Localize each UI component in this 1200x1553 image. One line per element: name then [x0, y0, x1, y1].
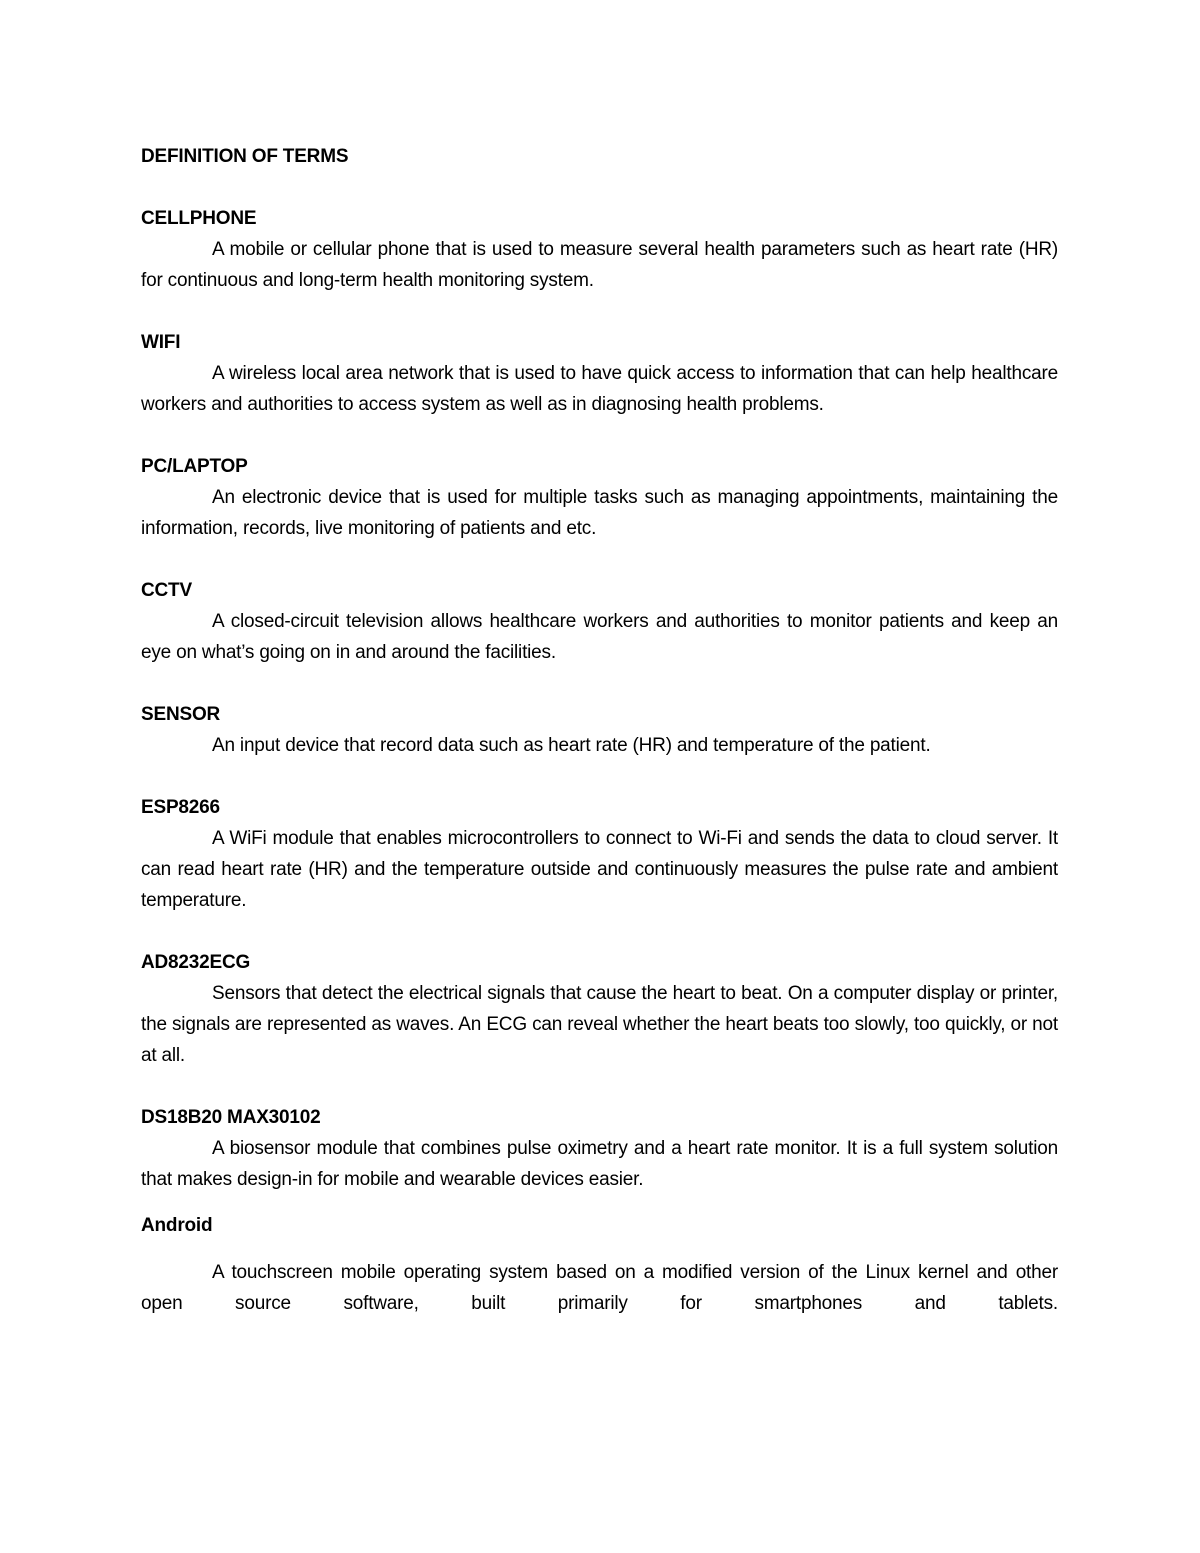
term-pc-laptop — [141, 451, 1058, 544]
term-sensor — [141, 699, 1058, 761]
term-name: AD8232ECG — [141, 952, 251, 973]
term-name: CCTV — [141, 580, 192, 601]
term-name: Android — [141, 1215, 213, 1236]
term-wifi — [141, 327, 1058, 420]
term-esp8266 — [141, 792, 1058, 916]
term-definition: An input device that record data such as heart rate (HR) and temperature of the patient. — [212, 735, 931, 756]
term-name: PC/LAPTOP — [141, 456, 248, 477]
term-name: CELLPHONE — [141, 208, 257, 229]
term-android — [141, 1210, 1058, 1319]
term-name: ESP8266 — [141, 797, 220, 818]
term-definition: A wireless local area network that is used to have quick access to information that can help healthcare workers and authorities to access system as well as in diagnosing health problems. — [141, 363, 1058, 415]
term-name: WIFI — [141, 332, 181, 353]
term-name: DS18B20 MAX30102 — [141, 1107, 321, 1128]
document-page — [141, 141, 1058, 1319]
document-title: DEFINITION OF TERMS — [141, 146, 349, 167]
term-cellphone — [141, 203, 1058, 296]
term-ds18b20-max30102 — [141, 1102, 1058, 1195]
term-name: SENSOR — [141, 704, 221, 725]
term-definition: Sensors that detect the electrical signals that cause the heart to beat. On a computer display or printer, the signals are represented as waves. An ECG can reveal whether the heart beats too slowly, too quickly, or not at all. — [141, 983, 1058, 1066]
term-definition: An electronic device that is used for multiple tasks such as managing appointments, maintaining the information, records, live monitoring of patients and etc. — [141, 487, 1058, 539]
term-cctv — [141, 575, 1058, 668]
term-definition: A biosensor module that combines pulse oximetry and a heart rate monitor. It is a full system solution that makes design-in for mobile and wearable devices easier. — [141, 1138, 1058, 1190]
term-definition: A closed-circuit television allows healthcare workers and authorities to monitor patients and keep an eye on what’s going on in and around the facilities. — [141, 611, 1058, 663]
term-definition: A mobile or cellular phone that is used to measure several health parameters such as heart rate (HR) for continuous and long-term health monitoring system. — [141, 239, 1058, 291]
term-ad8232ecg — [141, 947, 1058, 1071]
term-definition: A touchscreen mobile operating system based on a modified version of the Linux kernel and other open source software, built primarily for smartphones and tablets. — [141, 1262, 1058, 1314]
term-definition: A WiFi module that enables microcontrollers to connect to Wi-Fi and sends the data to cloud server. It can read heart rate (HR) and the temperature outside and continuously measures the pulse rate and ambient temperature. — [141, 828, 1058, 911]
